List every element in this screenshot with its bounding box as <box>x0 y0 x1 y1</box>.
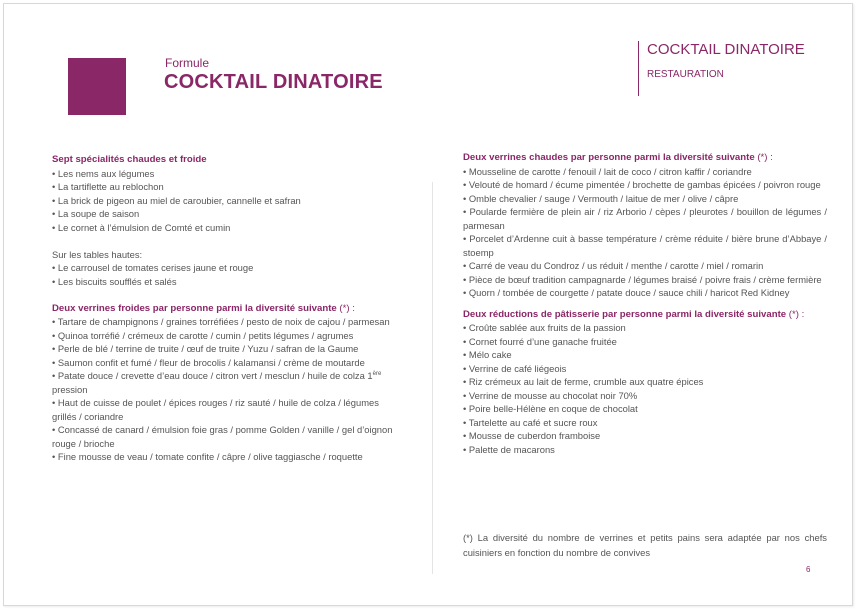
list-item: • Verrine de mousse au chocolat noir 70% <box>463 389 638 401</box>
section-title-text: Deux réductions de pâtisserie par personne parmi la diversité suivante <box>463 308 787 320</box>
list-item: • Riz crémeux au lait de ferme, crumble aux quatre épices <box>463 376 704 387</box>
list-item: • Carré de veau du Condroz / us réduit / menthe / carotte / miel / romarin <box>463 260 764 271</box>
header-right-subtitle: RESTAURATION <box>647 69 724 80</box>
list-item: • Haut de cuisse de poulet / épices rouges / riz sauté / huile de colza / légumes grillés / coriandre <box>52 397 379 422</box>
list-item <box>52 369 397 396</box>
list-item: • Perle de blé / terrine de truite / œuf de truite / Yuzu / safran de la Gaume <box>52 343 359 354</box>
list-item: • Saumon confit et fumé / fleur de brocolis / kalamansi / crème de moutarde <box>52 356 365 368</box>
list-item: • Croûte sablée aux fruits de la passion <box>463 322 626 333</box>
footnote: (*) La diversité du nombre de verrines et petits pains sera adaptée par nos chefs cuisiniers en fonction du nombre de convives <box>463 532 827 558</box>
section-title-verrines-chaudes <box>463 151 827 165</box>
list-item: • Mélo cake <box>463 349 512 360</box>
list-item: • Les biscuits soufflés et salés <box>52 275 177 287</box>
header-right <box>638 41 805 96</box>
list-item: • Cornet fourré d’une ganache fruitée <box>463 335 617 347</box>
list-item: • Les nems aux légumes <box>52 167 155 179</box>
list-item: • Palette de macarons <box>463 443 555 455</box>
header-right-title: COCKTAIL DINATOIRE <box>647 41 805 58</box>
section-title-paren: (*) : <box>754 152 773 163</box>
list-item: • Poire belle-Hélène en coque de chocolat <box>463 403 638 414</box>
left-column <box>52 153 397 464</box>
list-item: • La tartiflette au reblochon <box>52 181 164 192</box>
item-sup: ère <box>372 371 382 377</box>
formule-label: Formule <box>165 56 210 70</box>
section-title-specialites: Sept spécialités chaudes et froide <box>52 154 207 165</box>
list-item: • Pièce de bœuf tradition campagnarde / légumes braisé / poivre frais / crème fermière <box>463 273 822 285</box>
list-item: • La soupe de saison <box>52 208 140 219</box>
column-divider <box>432 182 433 574</box>
list-item: • Tartelette au café et sucre roux <box>463 416 598 428</box>
section-title-paren: (*) : <box>786 308 805 320</box>
list-item: • Mousse de cuberdon framboise <box>463 430 601 441</box>
list-item: • Mousseline de carotte / fenouil / lait de coco / citron kaffir / coriandre <box>463 165 752 177</box>
list-item: • Tartare de champignons / graines torréfiées / pesto de noix de cajou / parmesan <box>52 316 390 327</box>
list-item: • Poularde fermière de plein air / riz Arborio / cèpes / pleurotes / bouillon de légumes / parmesan <box>463 206 827 231</box>
section-title-verrines-froides <box>52 302 397 316</box>
list-item: • Quinoa torréfié / crémeux de carotte / cumin / petits légumes / agrumes <box>52 329 354 341</box>
page-number: 6 <box>806 565 811 574</box>
list-item: • Le carrousel de tomates cerises jaune et rouge <box>52 262 254 273</box>
item-text-end: pression <box>52 383 88 395</box>
section-title-text: Deux verrines froides par personne parmi la diversité suivante <box>52 302 337 314</box>
right-column <box>463 151 827 456</box>
logo-square <box>68 58 126 115</box>
list-item: • Le cornet à l’émulsion de Comté et cumin <box>52 221 231 233</box>
section-title-text: Deux verrines chaudes par personne parmi la diversité suivante <box>463 152 755 163</box>
section-title-paren: (*) : <box>336 302 355 314</box>
page-title: COCKTAIL DINATOIRE <box>164 71 383 93</box>
list-item: • Velouté de homard / écume pimentée / brochette de gambas épicées / poivron rouge <box>463 179 821 190</box>
list-item: • La brick de pigeon au miel de caroubier, cannelle et safran <box>52 194 301 206</box>
list-item: • Omble chevalier / sauge / Vermouth / laitue de mer / olive / câpre <box>463 192 739 204</box>
list-item: • Fine mousse de veau / tomate confite / câpre / olive taggiasche / roquette <box>52 451 363 462</box>
tables-heading: Sur les tables hautes: <box>52 248 143 260</box>
section-title-patisserie <box>463 308 827 322</box>
item-text: • Patate douce / crevette d’eau douce / citron vert / mesclun / huile de colza 1 <box>52 370 373 381</box>
list-item: • Quorn / tombée de courgette / patate douce / sauce chili / haricot Red Kidney <box>463 287 790 298</box>
list-item: • Porcelet d’Ardenne cuit à basse température / crème réduite / bière brune d’Abbaye / stoemp <box>463 233 827 258</box>
list-item: • Concassé de canard / émulsion foie gras / pomme Golden / vanille / gel d’oignon rouge / brioche <box>52 424 393 449</box>
list-item: • Verrine de café liégeois <box>463 362 567 374</box>
